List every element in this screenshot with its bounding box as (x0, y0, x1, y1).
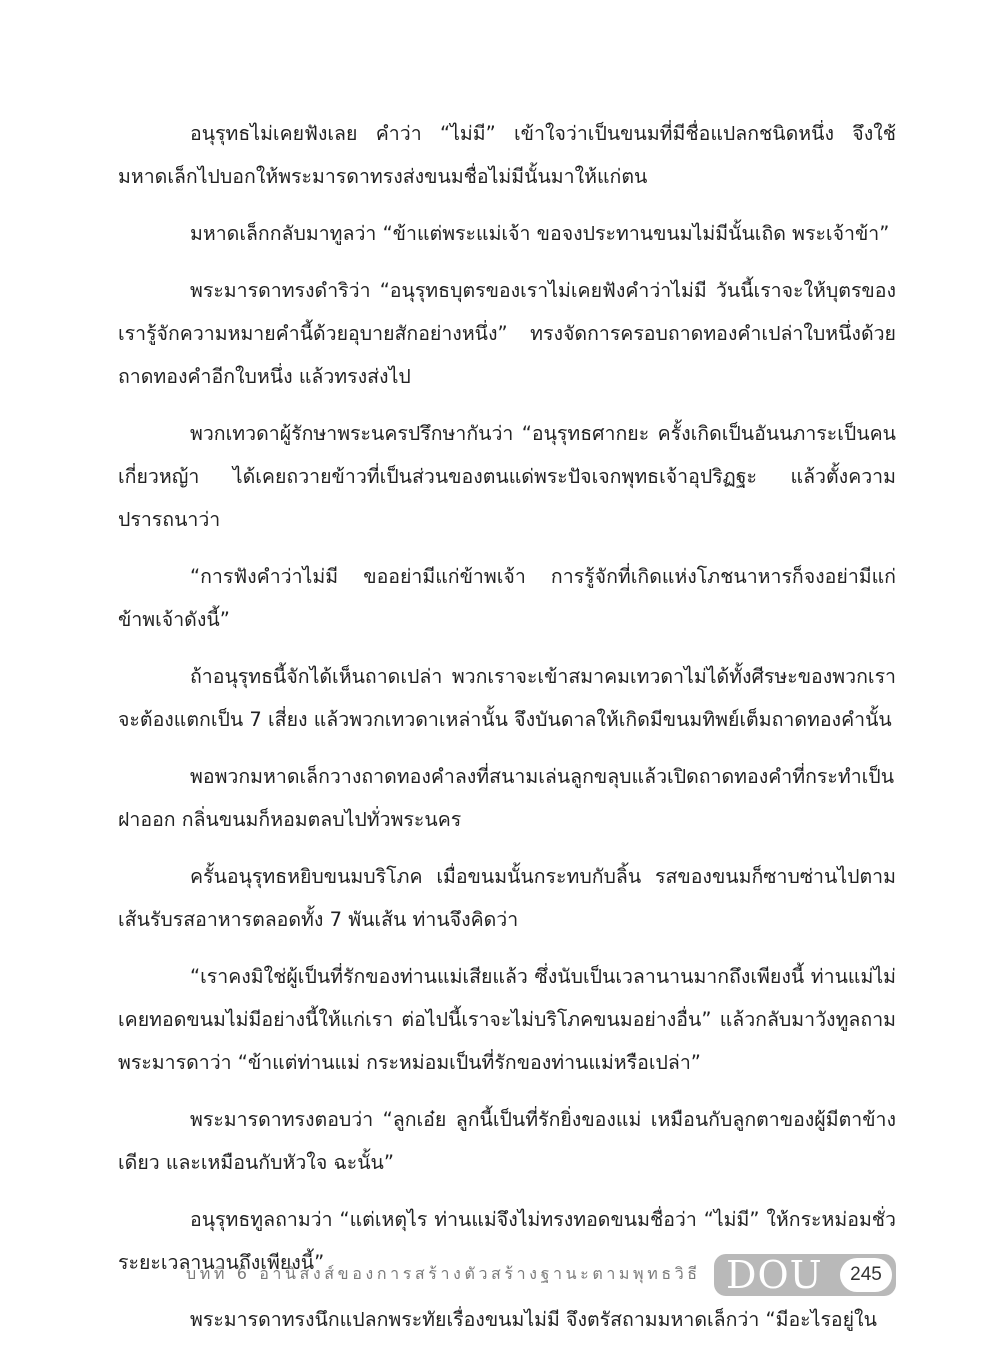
paragraph: พระมารดาทรงนึกแปลกพระทัยเรื่องขนมไม่มี จึงตรัสถามมหาดเล็กว่า “มีอะไรอยู่ใน (190, 1308, 877, 1331)
paragraph: พระมารดาทรงดำริว่า “อนุรุทธบุตรของเราไม่เคยฟังคำว่าไม่มี วันนี้เราจะให้บุตรของเรารู้จักความหมายคำนี้ด้วยอุบายสักอย่างหนึ่ง” ทรงจัดการครอบถาดทองคำเปล่าใบหนึ่งด้วยถาดทองคำอีกใบหนึ่ง แล้วทรงส่งไป (118, 279, 896, 388)
paragraph: ครั้นอนุรุทธหยิบขนมบริโภค เมื่อขนมนั้นกระทบกับลิ้น รสของขนมก็ซาบซ่านไปตามเส้นรับรสอาหารตลอดทั้ง 7 พันเส้น ท่านจึงคิดว่า (118, 865, 896, 931)
body-text (118, 112, 896, 1355)
paragraph: พอพวกมหาดเล็กวางถาดทองคำลงที่สนามเล่นลูกขลุบแล้วเปิดถาดทองคำที่กระทำเป็นฝาออก กลิ่นขนมก็หอมตลบไปทั่วพระนคร (118, 765, 895, 831)
paragraph: “เราคงมิใช่ผู้เป็นที่รักของท่านแม่เสียแล้ว ซึ่งนับเป็นเวลานานมากถึงเพียงนี้ ท่านแม่ไม่เคยทอดขนมไม่มีอย่างนี้ให้แก่เรา ต่อไปนี้เราจะไม่บริโภคขนมอย่างอื่น” แล้วกลับมาวังทูลถามพระมารดาว่า “ข้าแต่ท่านแม่ กระหม่อมเป็นที่รักของท่านแม่หรือเปล่า” (118, 965, 896, 1074)
chapter-title: บทที่ 6 อานิสงส์ของการสร้างตัวสร้างฐานะตามพุทธวิธี (186, 1264, 701, 1283)
paragraph: อนุรุทธทูลถามว่า “แต่เหตุไร ท่านแม่จึงไม่ทรงทอดขนมชื่อว่า “ไม่มี” ให้กระหม่อมชั่วระยะเวลานานถึงเพียงนี้” (118, 1208, 896, 1274)
paragraph: ถ้าอนุรุทธนี้จักได้เห็นถาดเปล่า พวกเราจะเข้าสมาคมเทวดาไม่ได้ทั้งศีรษะของพวกเราจะต้องแตกเป็น 7 เสี่ยง แล้วพวกเทวดาเหล่านั้น จึงบันดาลให้เกิดมีขนมทิพย์เต็มถาดทองคำนั้น (118, 665, 896, 731)
page-number: 245 (840, 1258, 892, 1292)
paragraph: พระมารดาทรงตอบว่า “ลูกเอ๋ย ลูกนี้เป็นที่รักยิ่งของแม่ เหมือนกับลูกตาของผู้มีตาข้างเดียว และเหมือนกับหัวใจ ฉะนั้น” (118, 1108, 896, 1174)
paragraph: มหาดเล็กกลับมาทูลว่า “ข้าแต่พระแม่เจ้า ขอจงประทานขนมไม่มีนั้นเถิด พระเจ้าข้า” (190, 222, 890, 245)
page-footer (186, 1254, 896, 1296)
paragraph: พวกเทวดาผู้รักษาพระนครปรึกษากันว่า “อนุรุทธศากยะ ครั้งเกิดเป็นอันนภาระเป็นคนเกี่ยวหญ้า ได้เคยถวายข้าวที่เป็นส่วนของตนแด่พระปัจเจกพุทธเจ้าอุปริฏฐะ แล้วตั้งความปรารถนาว่า (118, 422, 896, 531)
paragraph: “การฟังคำว่าไม่มี ขออย่ามีแก่ข้าพเจ้า การรู้จักที่เกิดแห่งโภชนาหารก็จงอย่ามีแก่ข้าพเจ้าดังนี้” (118, 565, 896, 631)
dou-logo: DOU (726, 1253, 823, 1297)
paragraph: อนุรุทธไม่เคยฟังเลย คำว่า “ไม่มี” เข้าใจว่าเป็นขนมที่มีชื่อแปลกชนิดหนึ่ง จึงใช้มหาดเล็กไปบอกให้พระมารดาทรงส่งขนมชื่อไม่มีนั้นมาให้แก่ตน (118, 122, 896, 188)
dou-logo-badge (714, 1254, 896, 1296)
